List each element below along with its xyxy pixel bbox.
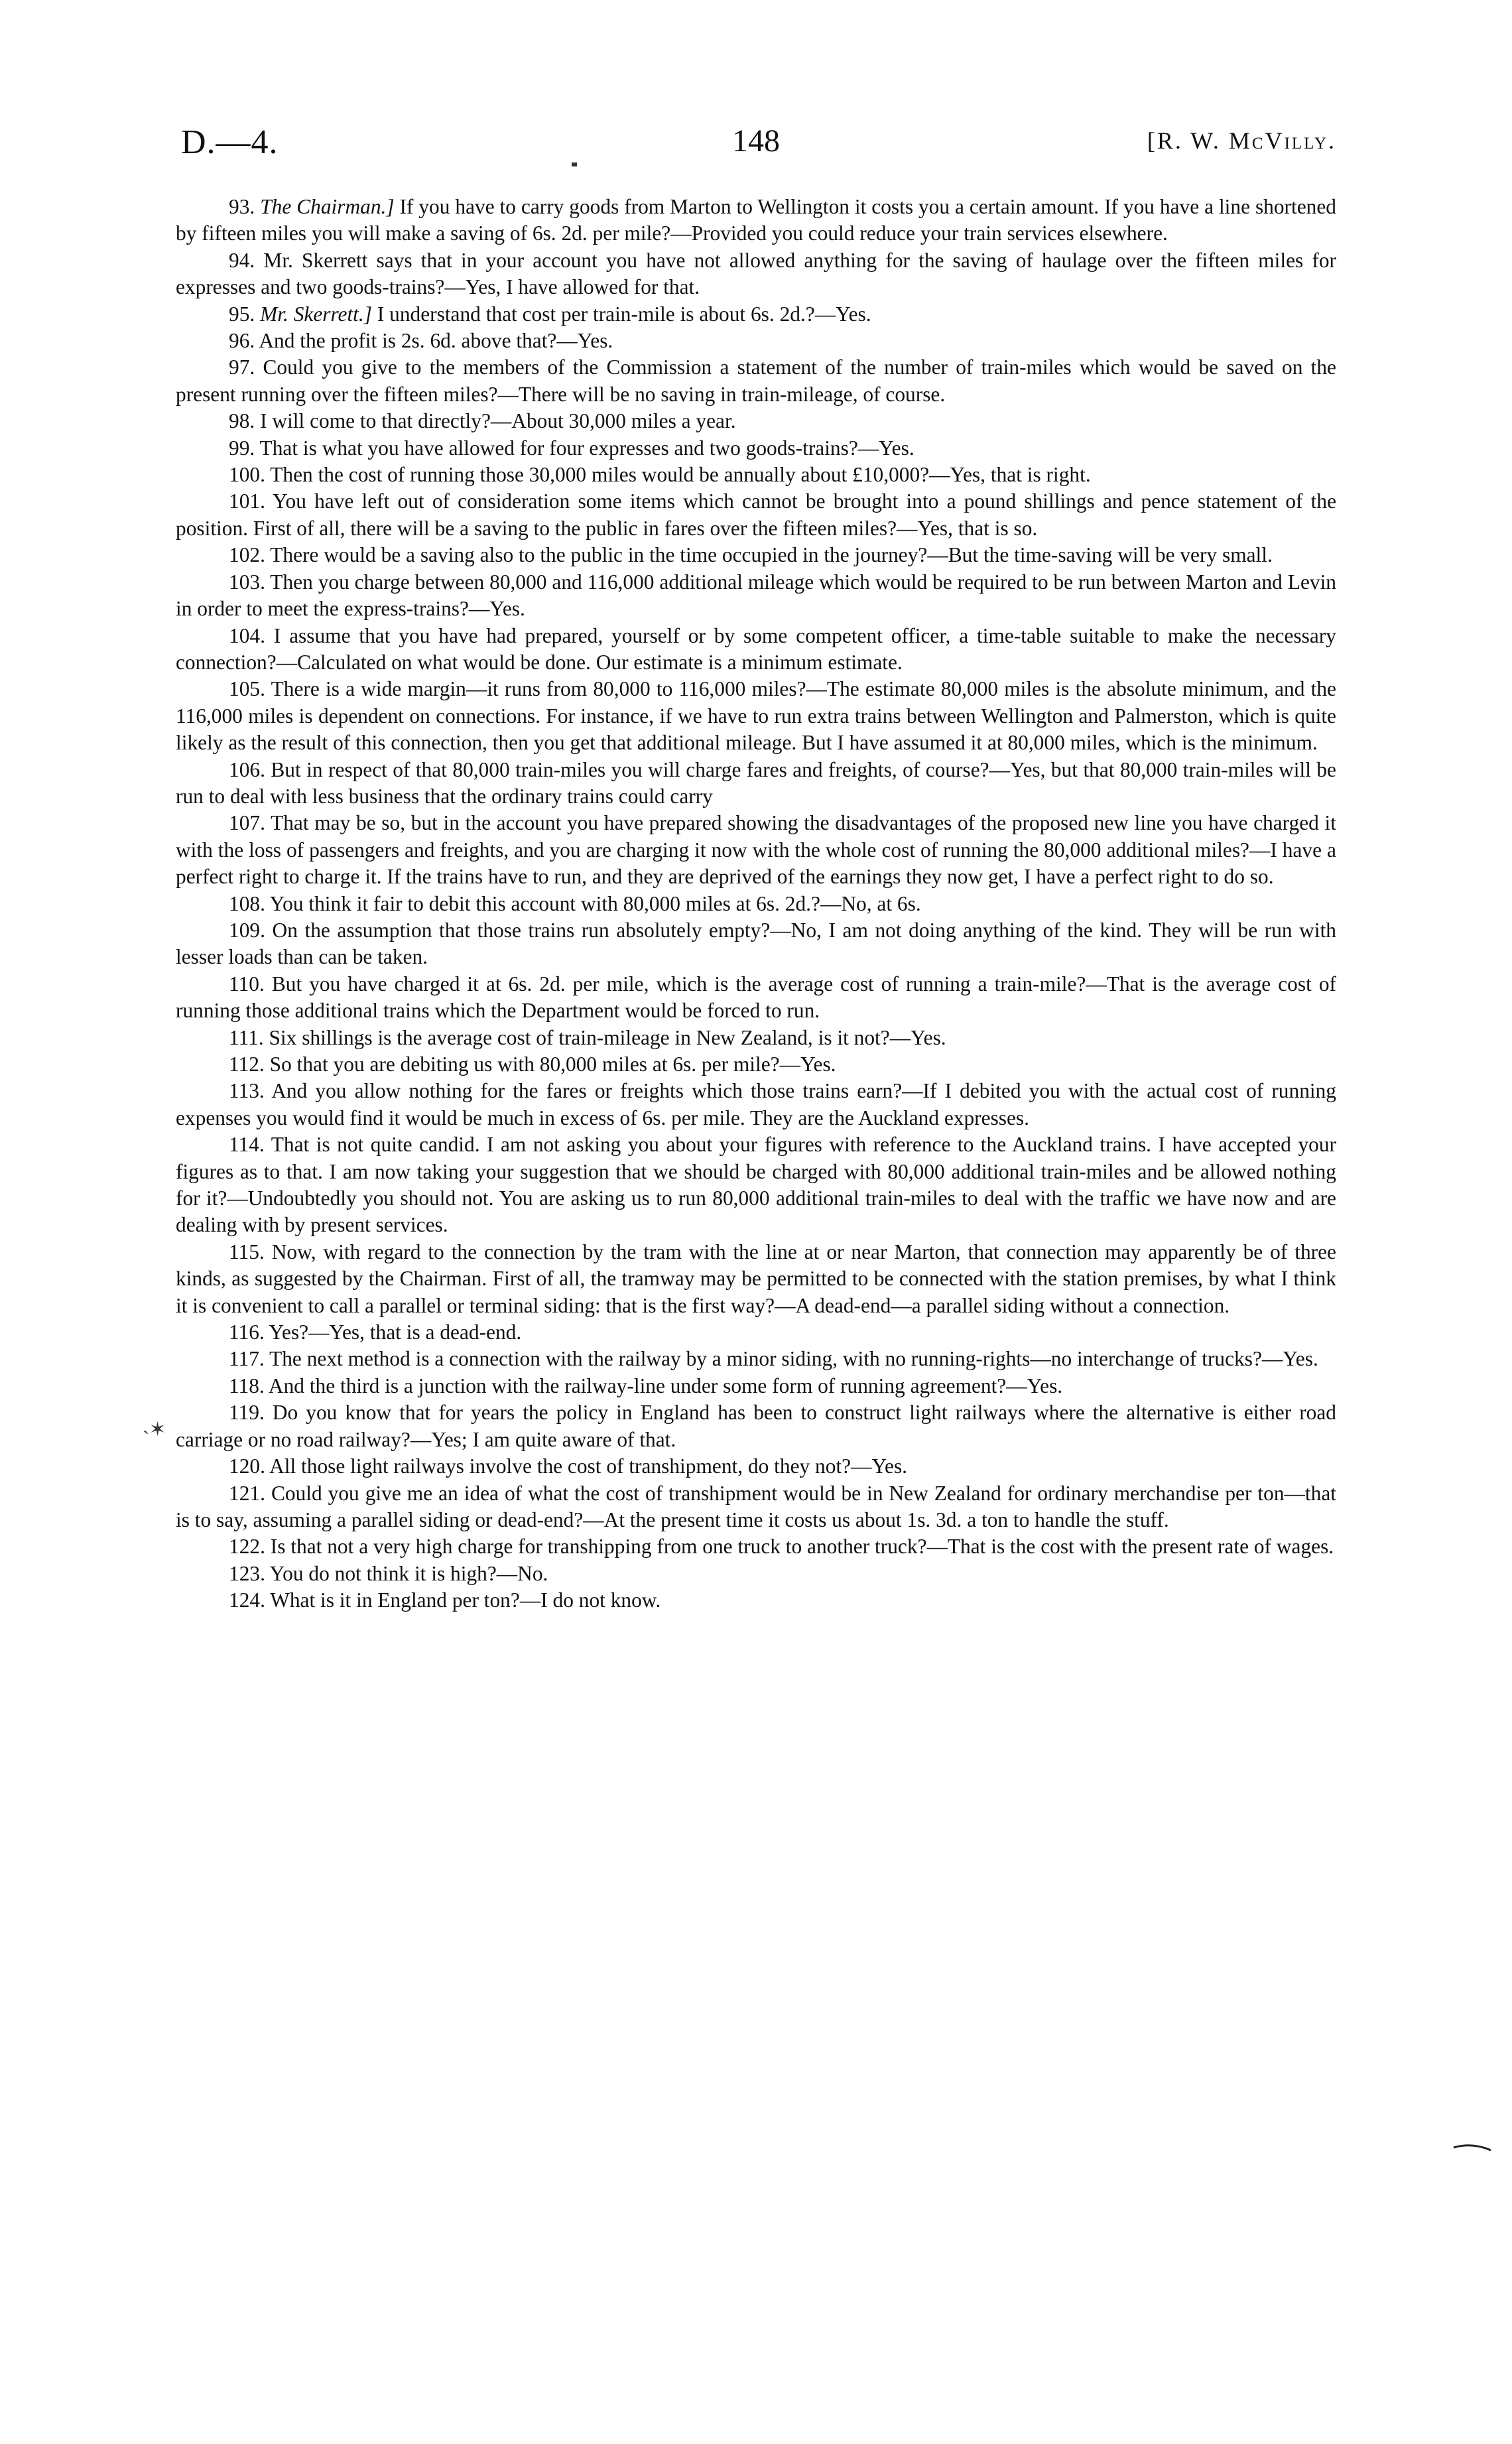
question-text: I will come to that directly?—About 30,000 miles a year.: [260, 409, 736, 433]
question-number: 120.: [229, 1454, 265, 1478]
question-text: That is what you have allowed for four expresses and two goods-trains?—Yes.: [259, 436, 914, 460]
question-paragraph: [176, 194, 1336, 247]
question-paragraph: [176, 354, 1336, 408]
question-number: 93.: [229, 195, 255, 218]
question-paragraph: [176, 1239, 1336, 1319]
question-paragraph: [176, 408, 1336, 434]
question-number: 97.: [229, 355, 255, 379]
question-paragraph: [176, 1561, 1336, 1587]
question-number: 106.: [229, 757, 265, 781]
question-text: All those light railways involve the cost of transhipment, do they not?—Yes.: [269, 1454, 908, 1478]
question-number: 101.: [229, 489, 265, 513]
question-paragraph: [176, 1346, 1336, 1372]
question-text: If you have to carry goods from Marton to Wellington it costs you a certain amount. If you have a line shortened by fifteen miles you will make a saving of 6s. 2d. per mile?—Provided you could reduce your train services elsewhere.: [176, 195, 1336, 245]
question-paragraph: [176, 757, 1336, 810]
question-text: Now, with regard to the connection by the tram with the line at or near Marton, that connection may apparently be of three kinds, as suggested by the Chairman. First of all, the tramway may be permitted to be connected with the station premises, by what I think it is convenient to call a parallel or terminal siding: that is the first way?—A dead-end—a parallel siding without a connection.: [176, 1240, 1336, 1317]
question-text: So that you are debiting us with 80,000 miles at 6s. per mile?—Yes.: [269, 1053, 836, 1076]
question-number: 94.: [229, 248, 255, 272]
question-number: 124.: [229, 1588, 265, 1612]
question-text: That is not quite candid. I am not asking you about your figures with reference to the Auckland trains. I have accepted your figures as to that. I am now taking your suggestion that we should be charged with 80,000 additional train-miles and be allowed nothing for it?—Undoubtedly you should not. You are asking us to run 80,000 additional train-miles to deal with the traffic we have now and are dealing with by present services.: [176, 1133, 1337, 1237]
question-number: 107.: [229, 811, 265, 835]
question-text: Do you know that for years the policy in England has been to construct light railways where the alternative is either road carriage or no road railway?—Yes; I am quite aware of that.: [176, 1401, 1336, 1451]
question-number: 102.: [229, 543, 265, 567]
speaker-label: The Chairman.]: [260, 195, 395, 218]
question-paragraph: [176, 1373, 1336, 1399]
question-paragraph: [176, 435, 1336, 462]
question-number: 111.: [229, 1025, 264, 1049]
question-paragraph: [176, 1453, 1336, 1480]
question-paragraph: [176, 1319, 1336, 1346]
question-text: Six shillings is the average cost of train-mileage in New Zealand, is it not?—Yes.: [269, 1025, 946, 1049]
question-text: And the profit is 2s. 6d. above that?—Yes.: [259, 329, 613, 353]
question-text: There would be a saving also to the public in the time occupied in the journey?—But the time-saving will be very small.: [270, 543, 1273, 567]
margin-dash-icon: [1452, 2144, 1492, 2146]
question-number: 121.: [229, 1481, 265, 1505]
question-number: 117.: [229, 1347, 265, 1371]
question-text: That may be so, but in the account you have prepared showing the disadvantages of the proposed new line you have charged it with the loss of passengers and freights, and you are charging it now with the whole cost of running the 80,000 additional miles?—I have a perfect right to charge it. If the trains have to run, and they are deprived of the earnings they now get, I have a perfect right to do so.: [176, 811, 1336, 889]
question-paragraph: [176, 917, 1336, 971]
question-text: You think it fair to debit this account with 80,000 miles at 6s. 2d.?—No, at 6s.: [269, 891, 921, 915]
question-text: Mr. Skerrett says that in your account you have not allowed anything for the saving of haulage over the fifteen miles for expresses and two goods-trains?—Yes, I have allowed for that.: [176, 248, 1336, 299]
question-text: The next method is a connection with the railway by a minor siding, with no running-rights—no interchange of trucks?—Yes.: [269, 1347, 1318, 1371]
question-number: 95.: [229, 302, 255, 326]
question-paragraph: [176, 569, 1336, 623]
question-number: 109.: [229, 918, 265, 942]
question-paragraph: [176, 1025, 1336, 1051]
question-text: Could you give to the members of the Commission a statement of the number of train-miles which would be saved on the present running over the fifteen miles?—There will be no saving in train-mileage, of course.: [176, 355, 1336, 406]
question-number: 105.: [229, 677, 265, 701]
question-number: 110.: [229, 972, 265, 996]
page-header: [176, 123, 1336, 169]
question-number: 115.: [229, 1240, 265, 1263]
question-paragraph: [176, 891, 1336, 917]
question-paragraph: [176, 676, 1336, 756]
witness-name: [R. W. McVilly.: [1147, 127, 1336, 154]
question-paragraph: [176, 1131, 1336, 1239]
question-paragraph: [176, 1399, 1336, 1453]
question-text: I understand that cost per train-mile is about 6s. 2d.?—Yes.: [377, 302, 871, 326]
question-text: And the third is a junction with the railway-line under some form of running agreement?—Yes.: [268, 1374, 1063, 1397]
question-number: 114.: [229, 1133, 265, 1157]
question-paragraph: [176, 971, 1336, 1025]
margin-mark-icon: ˴✶: [143, 1419, 166, 1441]
question-number: 113.: [229, 1079, 265, 1103]
question-text: Yes?—Yes, that is a dead-end.: [269, 1320, 522, 1344]
question-paragraph: [176, 462, 1336, 488]
question-text: Then you charge between 80,000 and 116,000 additional mileage which would be required to be run between Marton and Levin in order to meet the express-trains?—Yes.: [176, 570, 1337, 621]
question-text: You do not think it is high?—No.: [269, 1561, 548, 1585]
question-text: I assume that you have had prepared, yourself or by some competent officer, a time-table suitable to make the necessary connection?—Calculated on what would be done. Our estimate is a minimum estimate.: [176, 623, 1336, 674]
question-number: 98.: [229, 409, 255, 433]
question-paragraph: [176, 1078, 1336, 1131]
question-number: 123.: [229, 1561, 265, 1585]
question-number: 104.: [229, 623, 265, 647]
question-text: Could you give me an idea of what the cost of transhipment would be in New Zealand for ordinary merchandise per ton—that is to say, assuming a parallel siding or dead-end?—At the present time it costs us about 1s. 3d. a ton to handle the stuff.: [176, 1481, 1336, 1531]
question-number: 112.: [229, 1053, 265, 1076]
question-paragraph: [176, 301, 1336, 328]
question-number: 99.: [229, 436, 255, 460]
question-number: 100.: [229, 463, 265, 487]
question-paragraph: [176, 488, 1336, 542]
question-number: 96.: [229, 329, 255, 353]
question-number: 118.: [229, 1374, 265, 1397]
question-paragraph: [176, 623, 1336, 676]
document-code: D.—4.: [181, 123, 279, 161]
speaker-label: Mr. Skerrett.]: [260, 302, 372, 326]
question-text: You have left out of consideration some items which cannot be brought into a pound shillings and pence statement of the position. First of all, there will be a saving to the public in fares over the fifteen miles?—Yes, that is so.: [176, 489, 1337, 540]
question-text: There is a wide margin—it runs from 80,000 to 116,000 miles?—The estimate 80,000 miles is the absolute minimum, and the 116,000 miles is dependent on connections. For instance, if we have to run extra trains between Wellington and Palmerston, which is quite likely as the result of this connection, then you get that additional mileage. But I have assumed it at 80,000 miles, which is the minimum.: [176, 677, 1336, 755]
question-paragraph: [176, 1480, 1336, 1534]
question-paragraph: [176, 810, 1336, 890]
question-text: Then the cost of running those 30,000 miles would be annually about £10,000?—Yes, that is right.: [270, 463, 1091, 487]
question-paragraph: [176, 1533, 1336, 1560]
page-number: 148: [732, 123, 780, 159]
question-number: 122.: [229, 1535, 265, 1559]
question-text: But in respect of that 80,000 train-miles you will charge fares and freights, of course?—Yes, but that 80,000 train-miles will be run to deal with less business that the ordinary trains could carry: [176, 757, 1336, 808]
question-paragraph: [176, 1051, 1336, 1078]
question-number: 119.: [229, 1401, 265, 1425]
question-paragraph: [176, 1587, 1336, 1614]
ink-speck: [572, 162, 577, 166]
question-text: And you allow nothing for the fares or freights which those trains earn?—If I debited you with the actual cost of running expenses you would find it would be much in excess of 6s. per mile. They are the Auckland expresses.: [176, 1079, 1336, 1129]
question-number: 103.: [229, 570, 265, 594]
question-paragraph: [176, 328, 1336, 354]
question-number: 108.: [229, 891, 265, 915]
question-paragraph: [176, 542, 1336, 568]
question-text: Is that not a very high charge for transhipping from one truck to another truck?—That is the cost with the present rate of wages.: [270, 1535, 1334, 1559]
question-text: But you have charged it at 6s. 2d. per mile, which is the average cost of running a train-mile?—That is the average cost of running those additional trains which the Department would be forced to run.: [176, 972, 1336, 1023]
question-text: On the assumption that those trains run absolutely empty?—No, I am not doing anything of the kind. They will be run with lesser loads than can be taken.: [176, 918, 1336, 969]
question-number: 116.: [229, 1320, 265, 1344]
question-text: What is it in England per ton?—I do not know.: [270, 1588, 661, 1612]
question-paragraph: [176, 247, 1336, 301]
testimony-body: [176, 194, 1336, 1614]
